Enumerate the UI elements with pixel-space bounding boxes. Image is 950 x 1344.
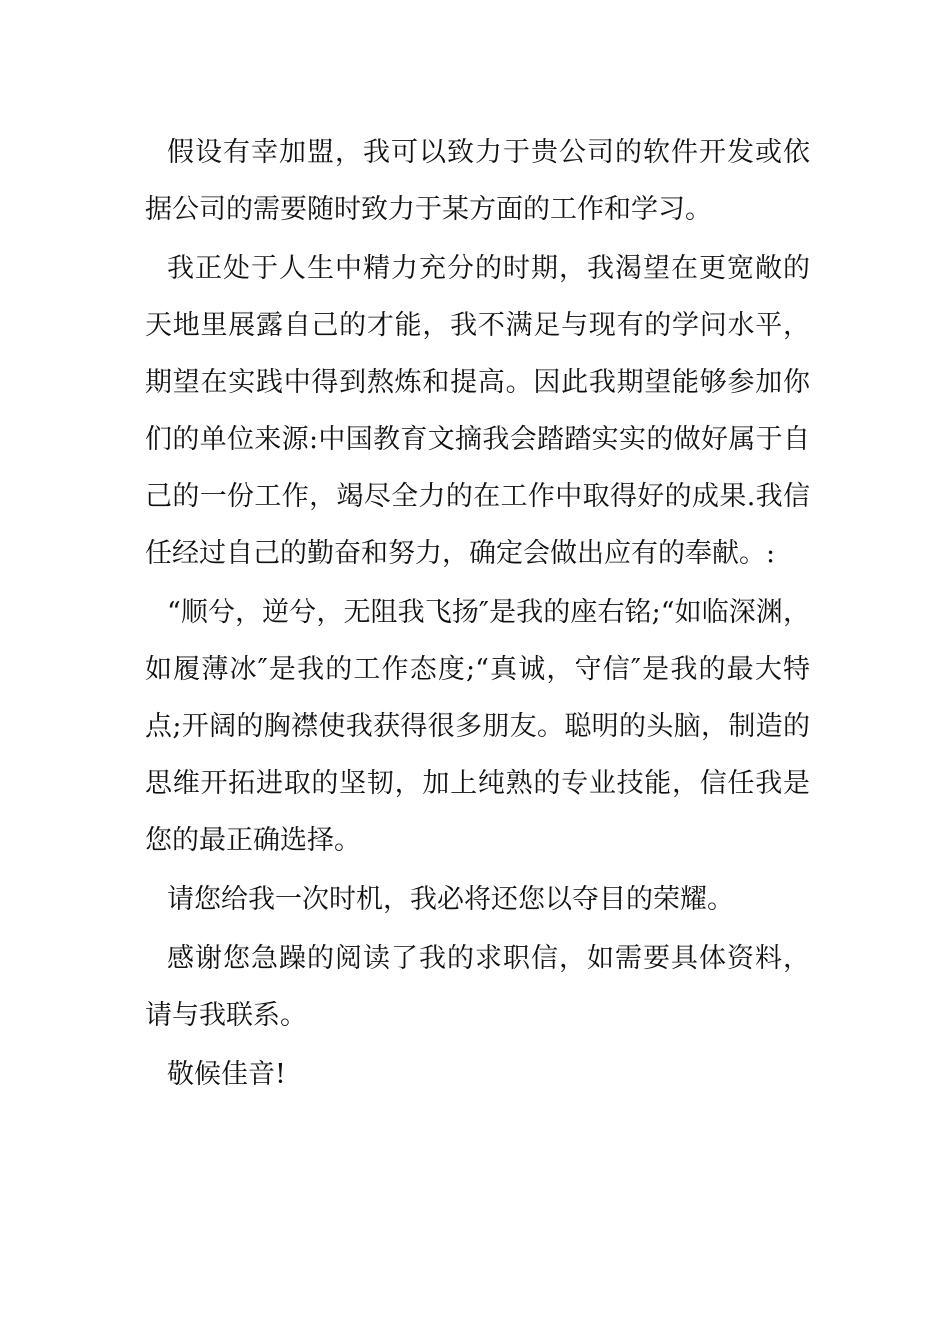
letter-body <box>145 124 810 1105</box>
paragraph-1: 假设有幸加盟，我可以致力于贵公司的软件开发或依据公司的需要随时致力于某方面的工作和学习。 <box>145 137 810 225</box>
paragraph-3: “顺兮，逆兮，无阻我飞扬″是我的座右铭;“如临深渊，如履薄冰″是我的工作态度;“真诚，守信″是我的最大特点;开阔的胸襟使我获得很多朋友。聪明的头脑，制造的思维开拓进取的坚韧，加上纯熟的专业技能，信任我是您的最正确选择。 <box>145 597 810 856</box>
paragraph-4: 请您给我一次时机，我必将还您以夺目的荣耀。 <box>167 884 734 915</box>
closing-line: 敬候佳音! <box>167 1059 286 1090</box>
paragraph-2: 我正处于人生中精力充分的时期，我渴望在更宽敞的天地里展露自己的才能，我不满足与现有的学问水平，期望在实践中得到熬炼和提高。因此我期望能够参加你们的单位来源:中国教育文摘我会踏踏实实的做好属于自己的一份工作，竭尽全力的在工作中取得好的成果.我信任经过自己的勤奋和努力，确定会做出应有的奉献。: <box>145 253 810 569</box>
paragraph-5: 感谢您急躁的阅读了我的求职信，如需要具体资料，请与我联系。 <box>145 943 810 1031</box>
